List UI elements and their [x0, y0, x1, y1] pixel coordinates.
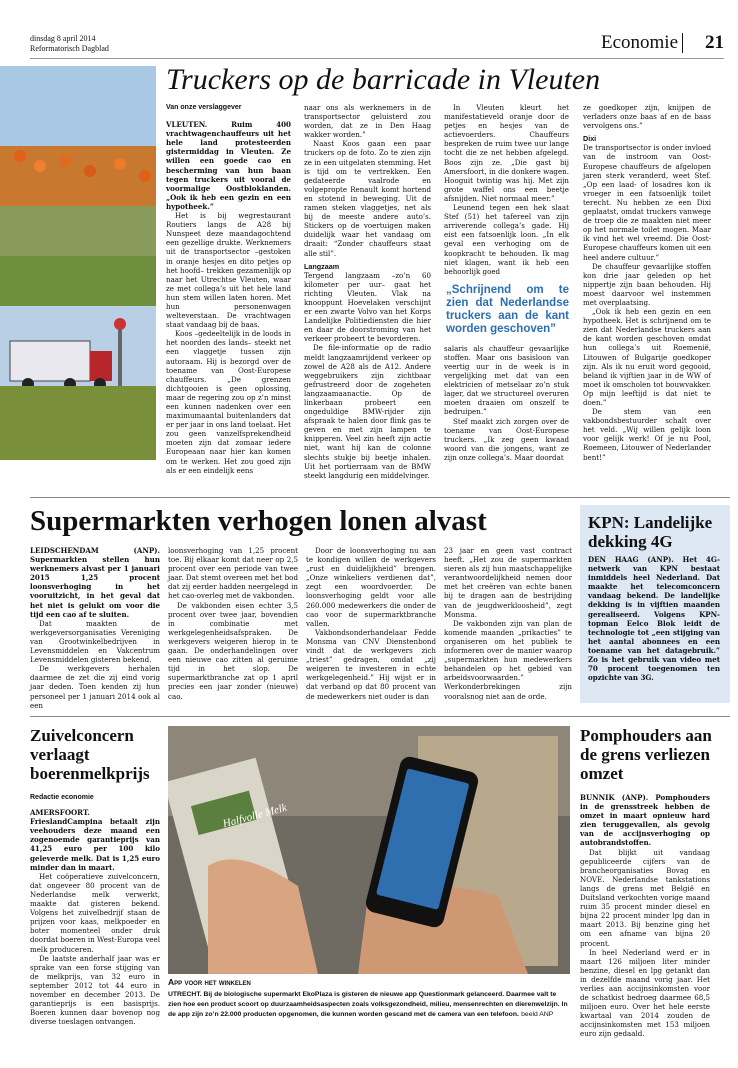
pomp-lead: BUNNIK (ANP). Pomphouders in de grensstreek hebben de omzet in maart opnieuw hard zien teruggevallen, als gevolg van de accijnsverhoging op autobrandstoffen. [580, 793, 710, 848]
truckers-paragraph: Stef maakt zich zorgen over de toename van Oost-Europese truckers. „Ik zeg geen kwaad woord van die jongens, want ze zijn onze collega’s. Maar doordat [444, 416, 569, 462]
truckers-headline: Truckers op de barricade in Vleuten [166, 63, 601, 96]
truckers-subheading: Dixi [583, 134, 597, 144]
truckers-paragraph: De transportsector is onder invloed van de instroom van Oost-Europese chauffeurs de afgelopen jaren sterk veranderd, weet Stef. „Op een laad- of losadres kon ik vroeger in een fatsoenlijk toilet terecht. Nu hebben ze een Dixi geplaatst, omdat truckers vanwege de troep die ze maakten niet meer op het normale toilet mogen. Maar ik vind het wel vreemd. Die Oost-Europese chauffeurs komen uit een heel andere cultuur.” [583, 143, 711, 262]
truckers-paragraph: ze goedkoper zijn, knijpen de verladers onze baas af en de baas vervolgens ons.” [583, 103, 711, 131]
pomp-headline: Pomphouders aan de grens verliezen omzet [580, 726, 712, 783]
truckers-paragraph: Leunend tegen een hek slaat Stef (51) het tafereel van zijn arriverende collega’s gade. Hij eist een fatsoenlijk loon. „In elk geval een verhoging om de koopkracht te behouden. Ik mag niet klagen, want ik heb een behoorlijk goed [444, 203, 569, 276]
supermarkten-lead: LEIDSCHENDAM (ANP). Supermarkten stellen hun werknemers alvast per 1 januari 2015 1,25 procent loonsverhoging in het vooruitzicht, in het geval dat het niet is gelukt om voor die tijd een cao af te sluiten. [30, 546, 160, 619]
kpn-headline: KPN: Landelijke dekking 4G [588, 513, 713, 551]
truckers-paragraph: „Ook ik heb een gezin en een hypotheek. Het is schrijnend om te zien dat Nederlandse truckers aan de kant worden geschoven omdat hun collega’s uit Roemenië, Litouwen of Bulgarije goedkoper zijn. Als ik nu eruit word gegooid, beland ik vijftien jaar in de WW of moet ik omscholen tot bouwvakker. Op mijn leeftijd is dat niet te doen.” [583, 307, 711, 407]
truckers-paragraph: De stem van een vakbondsbestuurder schalt over het veld. „Wij willen gelijk loon voor gelijk werk! Of je nu Pool, Roemeen, Litouwer of Nederlander bent!” [583, 407, 711, 462]
supermarkten-paragraph: De vakbonden zijn van plan de komende maanden „prikacties” te organiseren om het publiek te informeren over de manier waarop „supermarkten hun medewerkers behandelen op het gebied van arbeidsvoorwaarden.” Werkonderbrekingen zijn vooralsnog niet aan de orde. [444, 618, 572, 701]
truckers-column-4 [583, 103, 711, 462]
photo-credit: beeld ANP [521, 1011, 554, 1019]
supermarkten-column-1 [30, 546, 160, 710]
truckers-paragraph: De file-informatie op de radio meldt langzaamrijdend verkeer op zowel de A28 als de A12. Andere weggebruikers zijn zichtbaar gefrustreerd door de zogeheten langzaamaanactie. Op de linkerbaan probeert een ongeduldige BMW-rijder zijn afspraak te halen door flink gas te geven en met zijn lampen te knipperen. Veel zin heeft zijn actie niet, want hij kan de colonne slechts stukje bij beetje inhalen. Uit het portierraam van de BMW steekt langdurig een middelvinger. [304, 343, 431, 480]
supermarkten-column-2 [168, 546, 298, 701]
kpn-paragraph: DEN HAAG (ANP). Het 4G-netwerk van KPN bestaat inmiddels heel Nederland. Dat maakte het telecomconcern vandaag bekend. De landelijke dekking is in vijftien maanden gerealiseerd. Volgens KPN-topman Eelco Blok leidt de technologie tot „een stijging van het aantal abonnees en een toename van het datagebruik.” Zo is het gebruik van video met 70 procent toegenomen ten opzichte van 3G. [588, 555, 720, 683]
photo-caption [168, 978, 570, 1019]
truckers-subheading: Langzaam [304, 261, 340, 271]
header-divider [682, 33, 683, 53]
truckers-column-1 [166, 103, 291, 475]
section-title: Economie [600, 32, 678, 53]
section-rule [30, 716, 730, 717]
truckers-lead: VLEUTEN. Ruim 400 vrachtwagenchauffeurs uit het hele land protesteerden gistermiddag in Vleuten. Ze willen een goede cao en bescherming van hun baan tegen truckers uit vooral de voormalige Oostbloklanden. „Ook ik heb een gezin en een hypotheek.” [166, 120, 291, 211]
truckers-column-2 [304, 103, 431, 480]
supermarkten-paragraph: Vakbondsonderhandelaar Fedde Monsma van CNV Dienstenbond vindt dat de werkgevers zich „triest” gedragen, omdat „zij weigeren te investeren in echte werkgelegenheid.” Hij wijst er in dat verband op dat 80 procent van de medewerkers niet ouder is dan [306, 627, 436, 701]
zuivel-headline: Zuivelconcern verlaagt boerenmelkprijs [30, 726, 150, 783]
supermarkten-column-4 [444, 546, 572, 701]
kpn-box [580, 505, 730, 703]
truckers-paragraph: Koos –gedeeltelijk in de loods in het noorden des lands– steekt net een vlaggetje tussen zijn autoraam. Hij is bezorgd over de toename van Oost-Europese chauffeurs. „De grenzen dichtgooien is geen oplossing, maar de regering zou op z’n minst een kunnen nadenken over een maximumaantal buitenlanders dat er per jaar in ons land toelaat. Het zou geen vanzelfsprekendheid moeten zijn dat zomaar iedere Europeaan naar hier kan komen om te werken. Het zou goed zijn als er een eindelijk eens [166, 329, 291, 475]
truckers-paragraph: In Vleuten kleurt het manifestatieveld oranje door de petjes en hesjes van de actievoerders. Chauffeurs bespreken de ruim twee uur lange tocht die ze net hebben afgelegd. Boos zijn ze. „Die gast bij Amersfoort, in die donkere wagen. Hooguit twintig was hij. Met zijn grote waffel ons een beetje afsnijden. Niet normaal meer.” [444, 103, 569, 203]
truckers-paragraph: Naast Koos gaan een paar truckers op de foto. Zo te zien zijn ze in een uitgelaten stemming. Het is tijd om te vertrekken. Een gedateerde vaalrode en volgepropte Renault komt hortend en stotend in beweging. Uit de ramen steken vlaggetjes, net als bij de meeste andere auto’s. Stickers op de voertuigen maken duidelijk waar het vandaag om draait: “Zonder chauffeurs staat alle stil”. [304, 139, 431, 258]
truckers-paragraph: Tergend langzaam –zo’n 60 kilometer per uur– gaat het richting Vleuten. Vlak na knooppunt Hoevelaken verschijnt er een zwarte Volvo van het Korps Landelijke Politiediensten die hier en daar de doorstroming van het verkeer probeert te bevorderen. [304, 270, 431, 344]
section-rule [30, 497, 730, 498]
truckers-byline: Van onze verslaggever [166, 104, 242, 111]
pomp-text [580, 793, 710, 1039]
app-photo [168, 726, 570, 974]
truckers-paragraph: salaris als chauffeur gevaarlijke stoffen. Maar ons basisloon van veertig uur in de week is in vergelijking met dat van een elektricien of metselaar zo’n stuk lager, dat we structureel overuren moeten draaien om onszelf te bedruipen.” [444, 343, 569, 417]
milk-carton-label: Halfvolle Melk [221, 801, 289, 831]
issue-date: dinsdag 8 april 2014 [30, 34, 96, 43]
photo-caption-title: App voor het winkelen [168, 977, 251, 987]
masthead-info [30, 34, 109, 54]
zuivel-byline: Redactie economie [30, 794, 94, 801]
supermarkten-paragraph: 23 jaar en geen vast contract heeft. „Het zou de supermarkten sieren als zij hun maatschappelijke verantwoordelijkheid nemen door met het creëren van echte banen bij te dragen aan de bestrijding van de jeugdwerkloosheid”, zegt Monsma. [444, 546, 572, 619]
truckers-paragraph: De chauffeur gevaarlijke stoffen kon drie jaar geleden op het nippertje zijn baan behouden. Hij moest daarvoor wel instemmen met overplaatsing. [583, 261, 711, 307]
truckers-column-3 [444, 103, 569, 462]
pomp-paragraph: Dat blijkt uit vandaag gepubliceerde cijfers van de brancheorganisaties Bovag en NOVE. Nederlandse tankstations langs de grens met België en Duitsland verkochten vorige maand ruim 35 procent minder diesel en bijna 22 procent minder lpg dan in maart 2013. Bij benzine ging het om een afname van bijna 20 procent. [580, 847, 710, 948]
truckers-pull-quote: „Schrijnend om te zien dat Nederlandse truckers aan de kant worden geschoven” [446, 283, 569, 335]
supermarkten-paragraph: Dat maakten de werkgeversorganisaties Vereniging van Grootwinkelbedrijven in Levensmiddelen en Vakcentrum Levensmiddelen gisteren bekend. [30, 618, 160, 665]
supermarkten-paragraph: loonsverhoging van 1,25 procent toe. Bij elkaar komt dat neer op 2,5 procent over een periode van twee jaar. Dat stemt overeen met het bod dat zij eerder hadden neergelegd in het cao-overleg met de vakbonden. [168, 546, 298, 601]
truckers-paragraph: Het is bij wegrestaurant Routiers langs de A28 bij Nunspeet deze maandagochtend een gezellige drukte. Werknemers uit de transportsector –gestoken in oranje hesjes en dito petjes op het hoofd– trekken gezamenlijk op naar het Utrechtse Vleuten, waar ze met collega’s uit het hele land hun stem willen laten horen. Met hun personenwagen welteverstaan. De vrachtwagen staat vandaag bij de baas. [166, 211, 291, 330]
supermarkten-paragraph: Door de loonsverhoging nu aan te kondigen willen de werkgevers „rust en duidelijkheid” brengen. „Onze winkeliers verdienen dat”, zegt een woordvoerder. De loonsverhoging geldt voor alle 260.000 medewerkers die onder de cao voor de supermarktbranche vallen. [306, 546, 436, 628]
supermarkten-paragraph: De vakbonden eisen echter 3,5 procent over twee jaar, bovendien in combinatie met werkgelegenheidsafspraken. De werkgevers weigeren hierop in te gaan. De onderhandelingen over een nieuwe cao zitten al geruime tijd in het slop. De supermarktbranche zat op 1 april precies een jaar zonder (nieuwe) cao. [168, 600, 298, 701]
page-number: 21 [705, 32, 724, 53]
zuivel-text [30, 793, 160, 1026]
newspaper-name: Reformatorisch Dagblad [30, 44, 109, 53]
truckers-paragraph: naar ons als werknemers in de transportsector geluisterd zou worden, dat ze in Den Haag wakker worden.” [304, 103, 431, 140]
zuivel-paragraph: Het coöperatieve zuivelconcern, dat ongeveer 80 procent van de Nederlandse melk verwerkt, maakte dat gisteren bekend. Volgens het zuivelbedrijf staan de prijzen voor kaas, melkpoeder en boter momenteel onder druk doordat boeren in West-Europa veel melk produceren. [30, 871, 160, 954]
kpn-text [588, 555, 720, 682]
supermarkten-headline: Supermarkten verhogen lonen alvast [30, 505, 487, 537]
pomp-paragraph: In heel Nederland werd er in maart 126 miljoen liter minder benzine, diesel en lpg getankt dan in dezelfde maand vorig jaar. Het verlies aan accijnsinkomsten voor de schatkist bedroeg daarmee 68,5 miljoen euro. Over het hele eerste kwartaal van 2014 zouden de accijnsinkomsten met 153 miljoen euro zijn gedaald. [580, 947, 710, 1039]
supermarkten-paragraph: De werkgevers herhalen daarmee de zet die zij eind vorig jaar deden. Toen kenden zij hun personeel per 1 januari 2014 ook al een [30, 664, 160, 710]
zuivel-paragraph: De laatste anderhalf jaar was er sprake van een forse stijging van de melkprijs, van 32 euro in september 2012 tot 44 euro in november en december 2013. De garantieprijs is een basisprijs. Boeren kunnen daar bovenop nog diverse toeslagen ontvangen. [30, 953, 160, 1027]
photo-caption-text: UTRECHT. Bij de biologische supermarkt EkoPlaza is gisteren de nieuwe app Questionmark gelanceerd. Daarmee valt te zien hoe een product scoort op duurzaamheidsaspecten zoals volksgezondheid, milieu, mensenrechten en dierenwelzijn. In de app zijn zo’n 22.000 producten opgenomen, die kunnen worden gescand met de camera van een telefoon. [168, 991, 568, 1019]
trucker-protest-photo [0, 66, 156, 460]
header-rule [30, 58, 724, 59]
supermarkten-column-3 [306, 546, 436, 701]
zuivel-lead: AMERSFOORT. FrieslandCampina betaalt zijn veehouders deze maand een zogenoemde garantieprijs van 41,25 euro per 100 kilo geleverde melk. Dat is 1,25 euro minder dan in maart. [30, 808, 160, 872]
